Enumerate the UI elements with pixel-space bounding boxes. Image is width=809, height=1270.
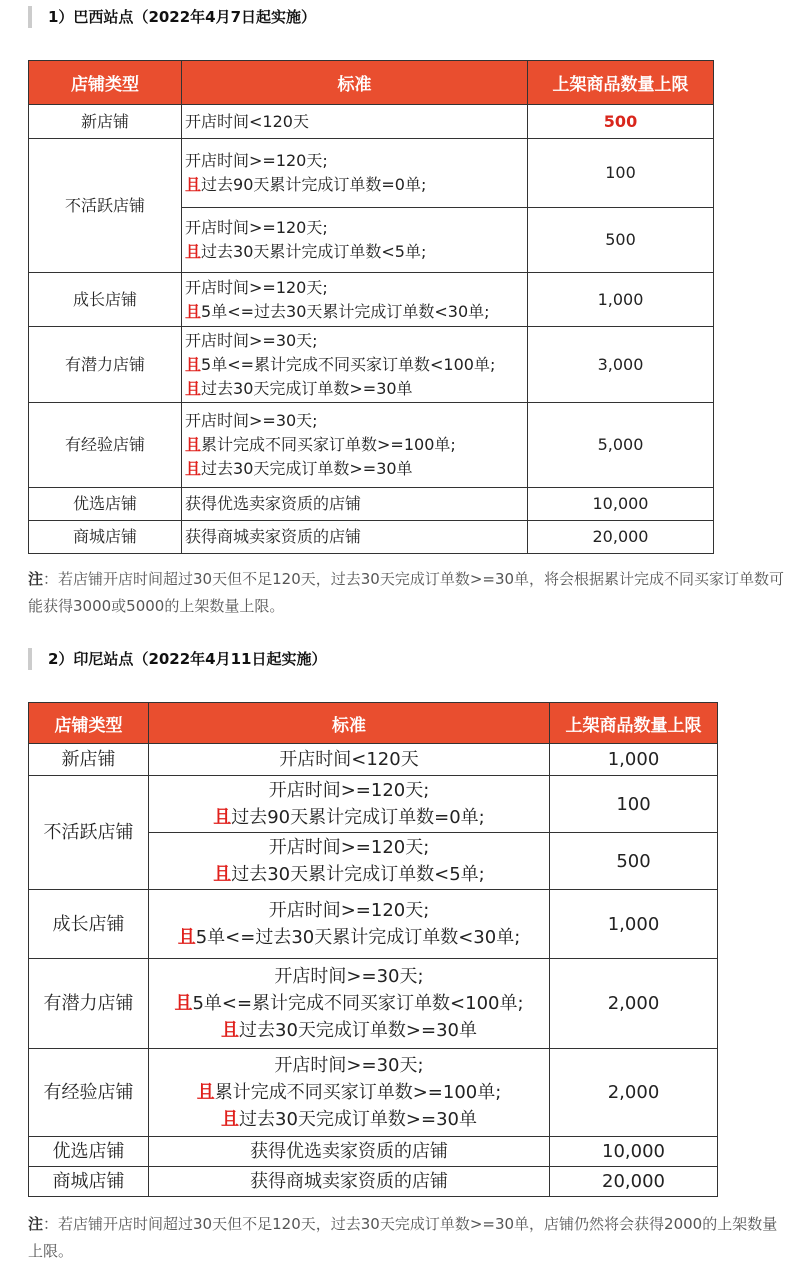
column-header: 上架商品数量上限: [550, 703, 718, 744]
column-header: 标准: [149, 703, 550, 744]
column-header: 标准: [182, 61, 528, 105]
listing-limit: 3,000: [528, 327, 714, 403]
section-heading-indonesia: 2）印尼站点（2022年4月11日起实施）: [28, 648, 327, 670]
criteria-text: 过去30天累计完成订单数<5单;: [231, 864, 485, 885]
table-row: [29, 890, 718, 959]
criteria-line: [185, 433, 524, 457]
store-type: 新店铺: [29, 744, 149, 776]
criteria-line: [185, 173, 524, 197]
listing-limit: 1,000: [528, 273, 714, 327]
criteria-line: [185, 110, 524, 134]
criteria-text: 过去30天累计完成订单数<5单;: [201, 242, 427, 261]
criteria: [149, 1137, 550, 1167]
criteria: [149, 890, 550, 959]
and-marker: 且: [185, 459, 202, 478]
criteria-text: 开店时间>=30天;: [185, 411, 318, 430]
criteria-line: [152, 777, 546, 804]
criteria: [149, 833, 550, 890]
criteria-line: [152, 1106, 546, 1133]
criteria-text: 获得优选卖家资质的店铺: [250, 1141, 448, 1162]
listing-limit: 10,000: [528, 488, 714, 521]
and-marker: 且: [185, 175, 202, 194]
table-row: [29, 105, 714, 139]
listing-limit: 2,000: [550, 1049, 718, 1137]
store-type: 有经验店铺: [29, 403, 182, 488]
criteria-text: 过去30天完成订单数>=30单: [201, 378, 413, 398]
listing-limit: 500: [550, 833, 718, 890]
listing-limit: 1,000: [550, 890, 718, 959]
and-marker: 且: [213, 864, 232, 885]
listing-limit: 5,000: [528, 403, 714, 488]
criteria-line: [185, 457, 524, 481]
store-type: 新店铺: [29, 105, 182, 139]
criteria: [182, 105, 528, 139]
criteria-line: [152, 1052, 546, 1079]
column-header: 店铺类型: [29, 61, 182, 105]
criteria: [149, 744, 550, 776]
listing-limit: 20,000: [528, 521, 714, 554]
criteria-text: 获得商城卖家资质的店铺: [250, 1171, 448, 1192]
criteria-line: [185, 329, 524, 353]
note-label: 注: [28, 1215, 44, 1233]
criteria-line: [185, 353, 524, 377]
criteria: [149, 1167, 550, 1197]
and-marker: 且: [185, 354, 202, 374]
criteria-line: [152, 1138, 546, 1165]
criteria-text: 开店时间>=30天;: [274, 966, 424, 987]
header-row: [29, 703, 718, 744]
listing-limit: 100: [528, 139, 714, 208]
criteria-line: [152, 746, 546, 773]
listing-limit: 500: [528, 208, 714, 273]
store-type: 有潜力店铺: [29, 327, 182, 403]
criteria-text: 开店时间<120天: [185, 111, 309, 131]
criteria: [182, 521, 528, 554]
table-row: [29, 776, 718, 833]
criteria-line: [185, 492, 524, 516]
criteria-text: 过去90天累计完成订单数=0单;: [201, 175, 427, 194]
criteria: [149, 959, 550, 1049]
criteria-text: 开店时间>=120天;: [185, 151, 328, 170]
criteria-text: 5单<=过去30天累计完成订单数<30单;: [201, 301, 490, 321]
store-type: 成长店铺: [29, 890, 149, 959]
criteria: [149, 776, 550, 833]
criteria-line: [152, 1079, 546, 1106]
table-row: [29, 521, 714, 554]
and-marker: 且: [221, 1020, 239, 1041]
table-row: [29, 488, 714, 521]
table-row: [29, 327, 714, 403]
criteria-text: 开店时间<120天: [279, 749, 419, 770]
criteria-text: 开店时间>=120天;: [185, 218, 328, 237]
criteria-text: 5单<=累计完成不同买家订单数<100单;: [192, 993, 524, 1014]
criteria-text: 获得商城卖家资质的店铺: [185, 527, 362, 546]
criteria-text: 过去30天完成订单数>=30单: [239, 1109, 477, 1130]
criteria-text: 开店时间>=30天;: [185, 330, 318, 350]
listing-limit: 1,000: [550, 744, 718, 776]
table-row: [29, 139, 714, 208]
listing-limit: 100: [550, 776, 718, 833]
criteria-text: 5单<=累计完成不同买家订单数<100单;: [201, 354, 496, 374]
table-row: [29, 1049, 718, 1137]
and-marker: 且: [174, 993, 193, 1014]
criteria-line: [185, 300, 524, 324]
criteria-text: 开店时间>=120天;: [185, 277, 328, 297]
criteria-line: [185, 216, 524, 240]
criteria-text: 获得优选卖家资质的店铺: [185, 494, 362, 513]
brazil-note: [28, 566, 788, 620]
column-header: 上架商品数量上限: [528, 61, 714, 105]
and-marker: 且: [185, 301, 202, 321]
table-row: [29, 959, 718, 1049]
listing-limit: 2,000: [550, 959, 718, 1049]
indonesia-limits-table: [28, 702, 718, 1197]
criteria-line: [185, 276, 524, 300]
criteria-text: 累计完成不同买家订单数>=100单;: [201, 435, 456, 454]
criteria-line: [185, 240, 524, 264]
store-type: 优选店铺: [29, 1137, 149, 1167]
and-marker: 且: [185, 242, 202, 261]
criteria-text: 过去30天完成订单数>=30单: [239, 1020, 477, 1041]
criteria: [182, 488, 528, 521]
listing-limit: 10,000: [550, 1137, 718, 1167]
store-type: 不活跃店铺: [29, 139, 182, 273]
criteria-line: [152, 1168, 546, 1195]
section-heading-brazil: 1）巴西站点（2022年4月7日起实施）: [28, 6, 316, 28]
criteria-line: [152, 963, 546, 990]
header-row: [29, 61, 714, 105]
table-row: [29, 1167, 718, 1197]
table-row: [29, 1137, 718, 1167]
criteria-text: 开店时间>=30天;: [274, 1055, 424, 1076]
store-type: 有经验店铺: [29, 1049, 149, 1137]
criteria-line: [152, 897, 546, 924]
criteria: [149, 1049, 550, 1137]
criteria-text: 累计完成不同买家订单数>=100单;: [214, 1082, 502, 1103]
criteria-text: 开店时间>=120天;: [268, 837, 430, 858]
and-marker: 且: [185, 435, 202, 454]
criteria-line: [152, 834, 546, 861]
store-type: 商城店铺: [29, 521, 182, 554]
criteria-line: [152, 990, 546, 1017]
criteria-line: [152, 861, 546, 888]
store-type: 成长店铺: [29, 273, 182, 327]
criteria-text: 过去30天完成订单数>=30单: [201, 459, 413, 478]
criteria-text: 开店时间>=120天;: [268, 780, 430, 801]
criteria: [182, 327, 528, 403]
store-type: 商城店铺: [29, 1167, 149, 1197]
and-marker: 且: [213, 807, 232, 828]
criteria-line: [185, 149, 524, 173]
listing-limit: 20,000: [550, 1167, 718, 1197]
and-marker: 且: [185, 378, 202, 398]
criteria-text: 开店时间>=120天;: [268, 900, 430, 921]
criteria-text: 过去90天累计完成订单数=0单;: [231, 807, 485, 828]
criteria-line: [152, 804, 546, 831]
criteria: [182, 139, 528, 208]
indonesia-note: [28, 1211, 788, 1265]
table-row: [29, 273, 714, 327]
criteria-line: [152, 1017, 546, 1044]
criteria: [182, 273, 528, 327]
criteria: [182, 403, 528, 488]
store-type: 不活跃店铺: [29, 776, 149, 890]
criteria-line: [185, 377, 524, 401]
store-type: 优选店铺: [29, 488, 182, 521]
criteria-line: [185, 525, 524, 549]
and-marker: 且: [196, 1082, 215, 1103]
and-marker: 且: [177, 927, 196, 948]
and-marker: 且: [221, 1109, 239, 1130]
criteria-line: [152, 924, 546, 951]
note-label: 注: [28, 570, 44, 588]
note-text: ：若店铺开店时间超过30天但不足120天，过去30天完成订单数>=30单，将会根据累计完成不同买家订单数可能获得3000或5000的上架数量上限。: [28, 570, 785, 615]
listing-limit: 500: [528, 105, 714, 139]
brazil-limits-table: [28, 60, 714, 554]
store-type: 有潜力店铺: [29, 959, 149, 1049]
note-text: ：若店铺开店时间超过30天但不足120天，过去30天完成订单数>=30单，店铺仍然将会获得2000的上架数量上限。: [28, 1215, 778, 1260]
table-row: [29, 744, 718, 776]
criteria-line: [185, 409, 524, 433]
column-header: 店铺类型: [29, 703, 149, 744]
table-row: [29, 403, 714, 488]
criteria: [182, 208, 528, 273]
criteria-text: 5单<=过去30天累计完成订单数<30单;: [195, 927, 521, 948]
